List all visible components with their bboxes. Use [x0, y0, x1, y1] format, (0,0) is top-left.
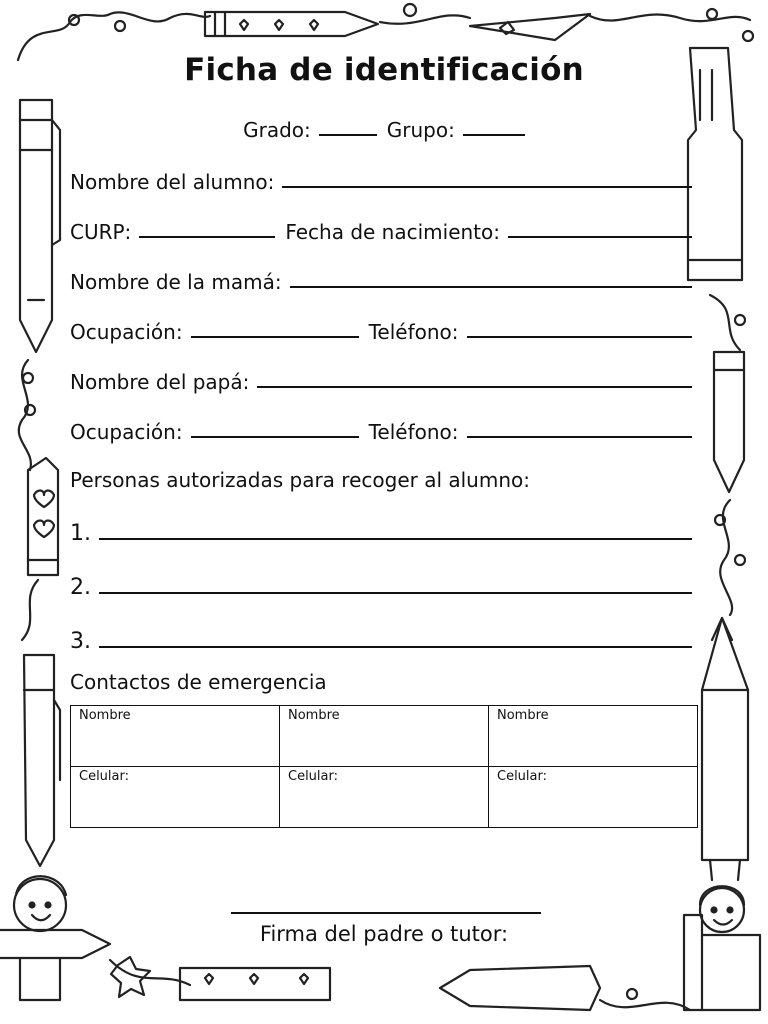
birthdate-label: Fecha de nacimiento: — [285, 220, 500, 244]
birthdate-field[interactable] — [508, 232, 692, 238]
curp-row — [70, 214, 692, 244]
contact-name-cell-2[interactable]: Nombre — [280, 706, 489, 767]
student-name-label: Nombre del alumno: — [70, 170, 275, 194]
father-occupation-field[interactable] — [191, 432, 359, 438]
student-name-field[interactable] — [282, 182, 692, 188]
emergency-contacts-table — [70, 705, 698, 828]
authorized-field-3[interactable] — [99, 642, 692, 648]
authorized-number: 2. — [70, 575, 91, 600]
emergency-heading: Contactos de emergencia — [70, 670, 327, 694]
curp-label: CURP: — [70, 220, 132, 244]
authorized-number: 3. — [70, 629, 91, 654]
grade-group-row — [0, 112, 768, 142]
authorized-row-3 — [70, 624, 692, 654]
mother-occupation-label: Ocupación: — [70, 320, 183, 344]
authorized-number: 1. — [70, 521, 91, 546]
table-row — [71, 706, 698, 767]
contact-cell-phone-2[interactable]: Celular: — [280, 767, 489, 828]
mother-occupation-field[interactable] — [191, 332, 359, 338]
father-phone-label: Teléfono: — [368, 420, 459, 444]
contact-name-cell-3[interactable]: Nombre — [489, 706, 698, 767]
authorized-row-2 — [70, 570, 692, 600]
student-name-row — [70, 164, 692, 194]
father-occupation-row — [70, 414, 692, 444]
table-row — [71, 767, 698, 828]
curp-field[interactable] — [139, 232, 275, 238]
contact-cell-phone-1[interactable]: Celular: — [71, 767, 280, 828]
father-occupation-label: Ocupación: — [70, 420, 183, 444]
contact-cell-phone-3[interactable]: Celular: — [489, 767, 698, 828]
grade-field[interactable] — [319, 130, 377, 136]
mother-occupation-row — [70, 314, 692, 344]
father-name-field[interactable] — [257, 382, 692, 388]
father-name-row — [70, 364, 692, 394]
mother-name-label: Nombre de la mamá: — [70, 270, 282, 294]
mother-phone-label: Teléfono: — [368, 320, 459, 344]
father-phone-field[interactable] — [467, 432, 693, 438]
signature-line[interactable] — [231, 912, 541, 914]
mother-name-field[interactable] — [290, 282, 692, 288]
group-field[interactable] — [463, 130, 525, 136]
grade-label: Grado: — [243, 118, 311, 142]
authorized-heading — [70, 462, 692, 492]
authorized-field-1[interactable] — [99, 534, 692, 540]
page-title: Ficha de identificación — [184, 52, 584, 88]
contact-name-cell-1[interactable]: Nombre — [71, 706, 280, 767]
authorized-field-2[interactable] — [99, 588, 692, 594]
mother-phone-field[interactable] — [467, 332, 693, 338]
mother-name-row — [70, 264, 692, 294]
signature-label: Firma del padre o tutor: — [259, 922, 509, 946]
authorized-row-1 — [70, 516, 692, 546]
father-name-label: Nombre del papá: — [70, 370, 250, 394]
group-label: Grupo: — [386, 118, 455, 142]
authorized-label: Personas autorizadas para recoger al alumno: — [70, 468, 530, 492]
